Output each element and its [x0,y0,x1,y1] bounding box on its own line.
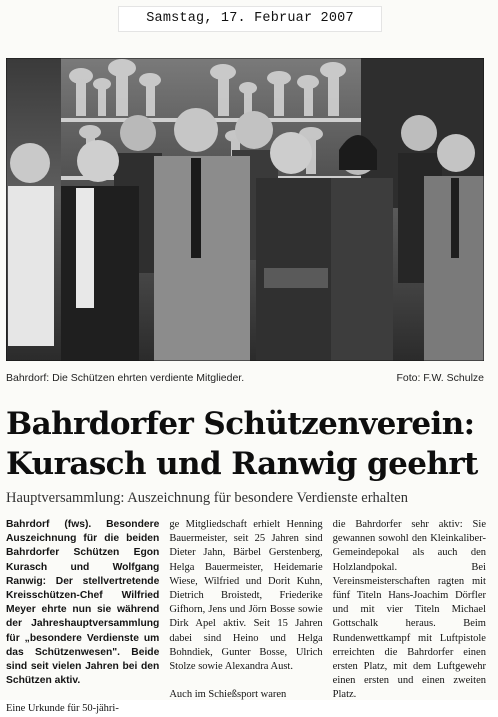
headline-line-1: Bahrdorfer Schützenverein: [6,406,475,442]
article-body [6,518,486,715]
column-1-continuation: Eine Urkunde für 50-jähri- [6,703,119,715]
date-label: Samstag, 17. Februar 2007 [118,6,382,32]
subheadline: Hauptversammlung: Auszeichnung für besondere Verdienste erhalten [6,490,408,506]
group-photo [6,58,484,361]
lead-paragraph: Bahrdorf (fws). Besondere Auszeichnung für die beiden Bahrdorfer Schützen Egon Kurasch und Wolfgang Ranwig: Der stellvertretende Kreisschützen-Chef Wilfried Meyer ehrte nun sie während der Jahreshauptversammlung für „besondere Verdienste um das Schützenwesen". Beide sind seit vielen Jahren bei den Schützen aktiv. [6,519,160,687]
column-3-paragraph: die Bahrdorfer sehr aktiv: Sie gewannen sowohl den Kleinkaliber-Gemeindepokal als auch den Holzlandpokal. Bei Vereinsmeisterschaften ragten mit fünf Titeln Hans-Joachim Dörfler und mit vier Titeln Michael Gottschalk heraus. Beim Rundenwettkampf mit Luftpistole erreichten die Bahrdorfer einen ersten Platz, mit dem Luftgewehr einen ersten und einen zweiten Platz. [332,519,486,701]
article-column-2 [169,518,323,701]
photo-caption: Bahrdorf: Die Schützen ehrten verdiente Mitglieder. [6,372,245,384]
article-column-3 [332,518,486,701]
article-column-1 [6,518,160,715]
column-2-continuation: Auch im Schießsport waren [169,689,287,701]
column-2-paragraph: ge Mitgliedschaft erhielt Henning Bauermeister, seit 25 Jahren sind Dieter Jahn, Bärbel Gerstenberg, Helga Bauermeister, Heidemarie Wiese, Wilfried und Dorit Kuhn, Dietrich Broistedt, Friederike Gifhorn, Jens und Jörn Bosse sowie Dirk Apel aktiv. Seit 15 Jahren dabei sind Heino und Helga Bohndiek, Gunter Bosse, Ulrich Stolze sowie Alexandra Aust. [169,519,323,673]
headline-line-2: Kurasch und Ranwig geehrt [6,446,478,482]
photo-credit: Foto: F.W. Schulze [396,372,484,384]
headline [6,404,492,484]
